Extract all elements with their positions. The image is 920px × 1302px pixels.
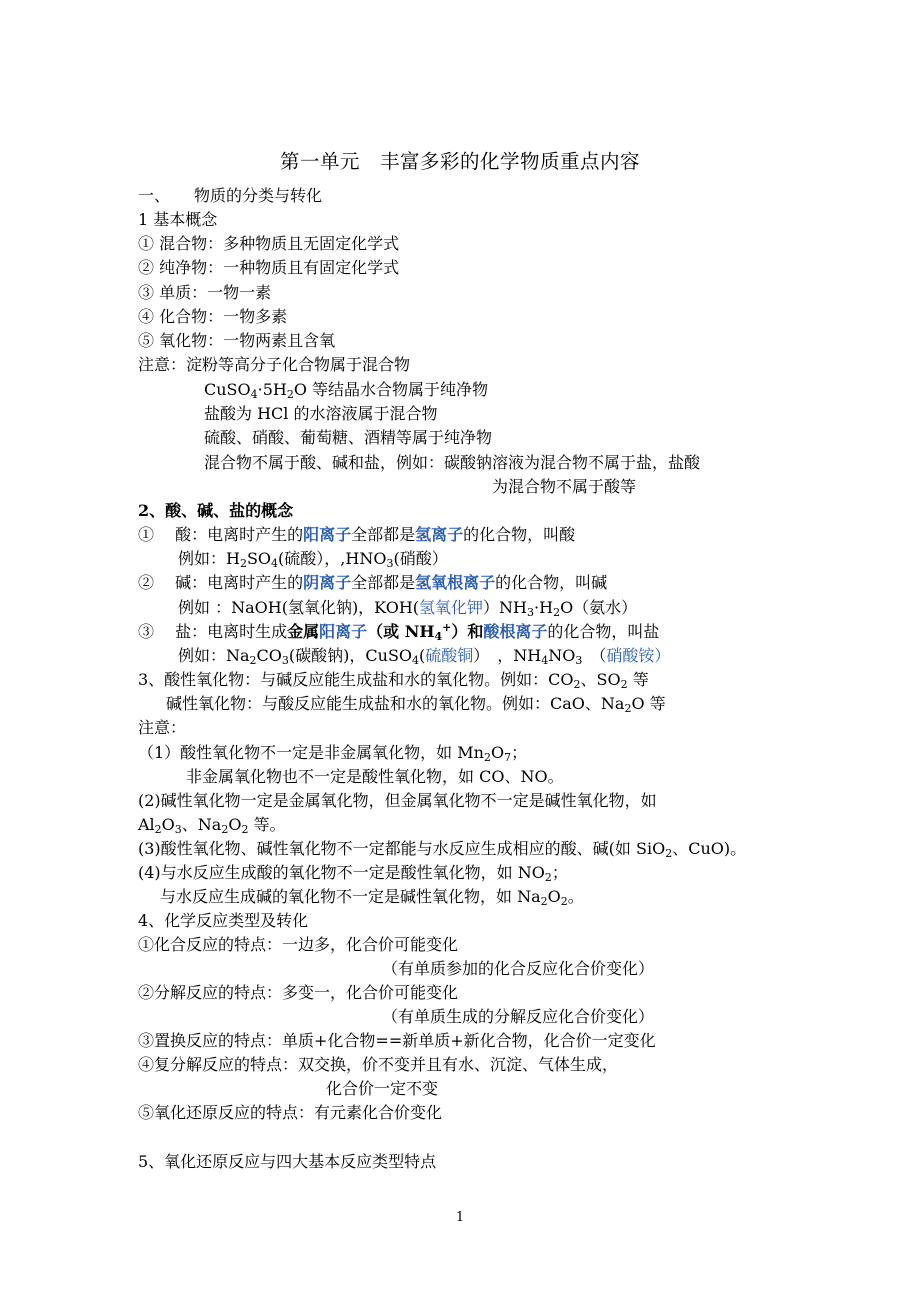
example-acid: 例如：$H_2SO_4$(硫酸），$,HNO_3$(硝酸） bbox=[178, 549, 448, 570]
note-pure-acids: 硫酸、硝酸、葡萄糖、酒精等属于纯净物 bbox=[204, 428, 493, 447]
note-point-2: (2)碱性氧化物一定是金属氧化物，但金属氧化物不一定是碱性氧化物，如 bbox=[138, 791, 657, 810]
reaction-displacement: ③置换反应的特点：单质+化合物==新单质+新化合物，化合价一定变化 bbox=[138, 1031, 656, 1050]
example-base: 例如 ：NaOH(氢氧化钠)，KOH(氢氧化钾）$NH_3\cdot H_2O$（氨水） bbox=[178, 598, 638, 619]
definition-basic-oxide: 碱性氧化物：与酸反应能生成盐和水的氧化物。例如：CaO、$Na_2O$ 等 bbox=[166, 694, 666, 715]
page-title: 第一单元 丰富多彩的化学物质重点内容 bbox=[279, 150, 640, 173]
note-point-4b: 与水反应生成碱的氧化物不一定是碱性氧化物，如 $Na_2O_2$。 bbox=[160, 887, 584, 908]
concept-oxide: ⑤ 氧化物：一物两素且含氧 bbox=[138, 331, 336, 350]
definition-acid: ① 酸：电离时产生的阳离子全部都是氢离子的化合物，叫酸 bbox=[138, 525, 576, 544]
reaction-redox: ⑤氧化还原反应的特点：有元素化合价变化 bbox=[138, 1103, 443, 1122]
note-hydrochloric-acid: 盐酸为 HCl 的水溶液属于混合物 bbox=[204, 404, 438, 423]
example-salt: 例如：$Na_2CO_3$(碳酸钠)，CuSO$_4$(硫酸铜） ，$NH_4NO_3$ （硝酸铵） bbox=[178, 646, 671, 667]
note-point-3: (3)酸性氧化物、碱性氧化物不一定都能与水反应生成相应的酸、碱(如 SiO$_2$、CuO)。 bbox=[138, 839, 747, 860]
note-label: 注意： bbox=[138, 718, 187, 737]
concept-mixture: ① 混合物：多种物质且无固定化学式 bbox=[138, 234, 400, 253]
section-heading-redox-relation: 5、氧化还原反应与四大基本反应类型特点 bbox=[138, 1152, 437, 1171]
note-point-1: （1）酸性氧化物不一定是非金属氧化物，如 $Mn_2O_7$； bbox=[138, 743, 528, 764]
note-point-2b: $Al_2O_3$、$Na_2O_2$ 等。 bbox=[138, 815, 286, 836]
reaction-decomposition: ②分解反应的特点：多变一，化合价可能变化 bbox=[138, 983, 459, 1002]
definition-base: ② 碱：电离时产生的阴离子全部都是氢氧根离子的化合物，叫碱 bbox=[138, 573, 608, 592]
reaction-double-decomposition-note: 化合价一定不变 bbox=[326, 1079, 439, 1098]
subheading-basic-concepts: 1 基本概念 bbox=[138, 210, 218, 229]
note-polymer: 注意：淀粉等高分子化合物属于混合物 bbox=[138, 355, 411, 374]
note-point-4: (4)与水反应生成酸的氧化物不一定是酸性氧化物，如 $NO_2$； bbox=[138, 863, 568, 884]
reaction-combination-note: （有单质参加的化合反应化合价变化） bbox=[382, 959, 655, 978]
section-heading-classification: 一、 物质的分类与转化 bbox=[138, 186, 323, 205]
reaction-decomposition-note: （有单质生成的分解反应化合价变化） bbox=[382, 1007, 655, 1026]
note-crystal-hydrate: $CuSO_4\cdot 5H_2O$ 等结晶水合物属于纯净物 bbox=[204, 380, 489, 401]
reaction-combination: ①化合反应的特点：一边多，化合价可能变化 bbox=[138, 935, 459, 954]
page-number: 1 bbox=[455, 1210, 465, 1225]
concept-compound: ④ 化合物：一物多素 bbox=[138, 307, 288, 326]
definition-salt: ③ 盐：电离时生成金属阳离子（或 $NH_4^+$）和酸根离子的化合物，叫盐 bbox=[138, 621, 660, 643]
section-heading-acid-base-salt: 2、酸、碱、盐的概念 bbox=[138, 501, 294, 520]
concept-pure-substance: ② 纯净物：一种物质且有固定化学式 bbox=[138, 258, 400, 277]
note-mixture-not-salt: 混合物不属于酸、碱和盐，例如：碳酸钠溶液为混合物不属于盐，盐酸 bbox=[204, 453, 701, 472]
section-heading-reaction-types: 4、化学反应类型及转化 bbox=[138, 911, 309, 930]
note-point-1b: 非金属氧化物也不一定是酸性氧化物，如 CO、NO。 bbox=[186, 767, 564, 786]
concept-element: ③ 单质：一物一素 bbox=[138, 283, 272, 302]
reaction-double-decomposition: ④复分解反应的特点：双交换，价不变并且有水、沉淀、气体生成， bbox=[138, 1055, 619, 1074]
note-mixture-not-acid: 为混合物不属于酸等 bbox=[492, 477, 637, 496]
definition-acidic-oxide: 3、酸性氧化物：与碱反应能生成盐和水的氧化物。例如：$CO_2$、$SO_2$ 等 bbox=[138, 670, 649, 691]
